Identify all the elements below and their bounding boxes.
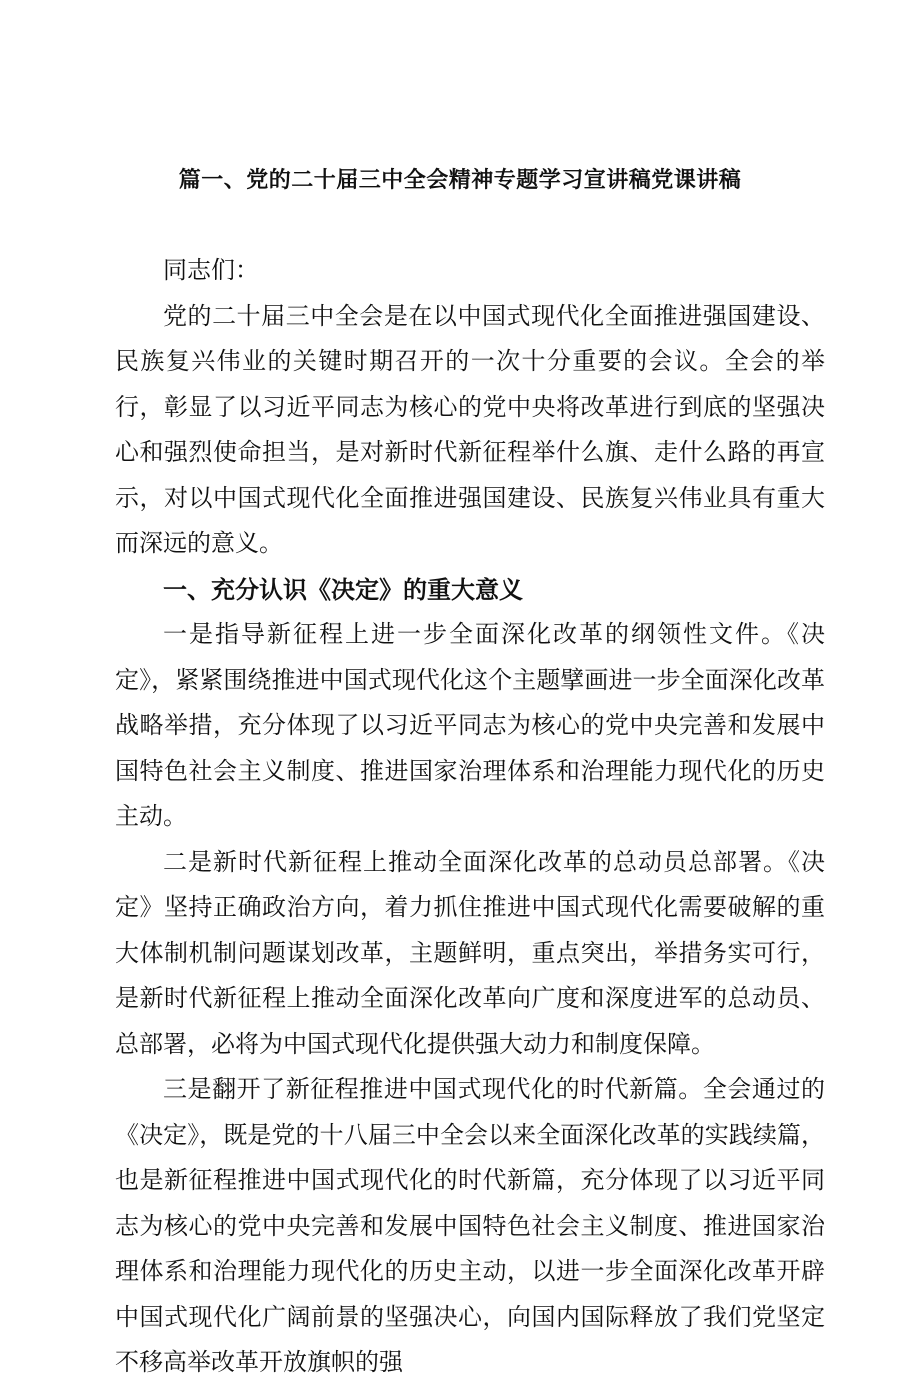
paragraph-intro: 党的二十届三中全会是在以中国式现代化全面推进强国建设、民族复兴伟业的关键时期召开的一次十分重要的会议。全会的举行，彰显了以习近平同志为核心的党中央将改革进行到底的坚强决心和强烈使命担当，是对新时代新征程举什么旗、走什么路的再宣示，对以中国式现代化全面推进强国建设、民族复兴伟业具有重大而深远的意义。 — [115, 301, 825, 557]
paragraph-point-two: 二是新时代新征程上推动全面深化改革的总动员总部署。《决定》坚持正确政治方向，着力抓住推进中国式现代化需要破解的重大体制机制问题谋划改革，主题鲜明，重点突出，举措务实可行，是新时代新征程上推动全面深化改革向广度和深度进军的总动员、总部署，必将为中国式现代化提供强大动力和制度保障。 — [115, 847, 825, 1058]
paragraph-point-one: 一是指导新征程上进一步全面深化改革的纲领性文件。《决定》，紧紧围绕推进中国式现代化这个主题擘画进一步全面深化改革战略举措，充分体现了以习近平同志为核心的党中央完善和发展中国特色社会主义制度、推进国家治理体系和治理能力现代化的历史主动。 — [115, 620, 825, 830]
document-body — [115, 248, 825, 1386]
document-title: 篇一、党的二十届三中全会精神专题学习宣讲稿党课讲稿 — [178, 167, 742, 193]
salutation: 同志们： — [163, 256, 259, 284]
section-heading: 一、充分认识《决定》的重大意义 — [163, 574, 523, 604]
paragraph-point-three: 三是翻开了新征程推进中国式现代化的时代新篇。全会通过的《决定》，既是党的十八届三中全会以来全面深化改革的实践续篇，也是新征程推进中国式现代化的时代新篇，充分体现了以习近平同志为核心的党中央完善和发展中国特色社会主义制度、推进国家治理体系和治理能力现代化的历史主动，以进一步全面深化改革开辟中国式现代化广阔前景的坚强决心，向国内国际释放了我们党坚定不移高举改革开放旗帜的强 — [115, 1075, 825, 1376]
